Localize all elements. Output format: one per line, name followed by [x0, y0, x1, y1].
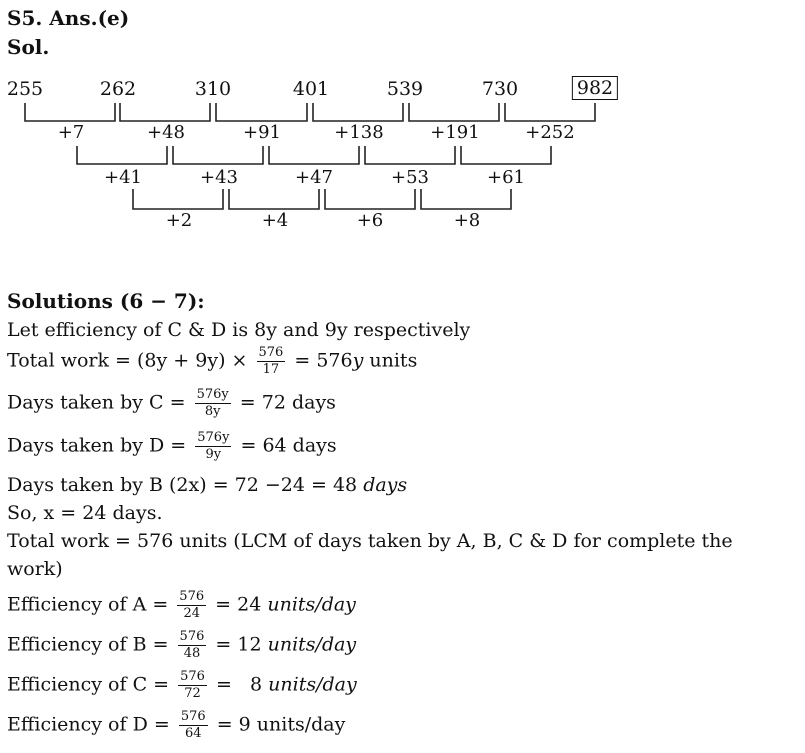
fraction	[257, 346, 286, 377]
total-work-lcm-line: Total work = 576 units (LCM of days taken by A, B, C & D for complete the	[7, 530, 733, 552]
difference-value: +252	[525, 122, 575, 143]
numerator: 576	[179, 589, 205, 604]
numerator: 576	[180, 669, 205, 684]
text: Efficiency of C =	[7, 673, 170, 696]
text: = 64 days	[240, 434, 337, 457]
difference-value: +191	[430, 122, 480, 143]
numerator: 576y	[197, 430, 230, 445]
efficiency-a-line	[7, 590, 356, 621]
text: Efficiency of D =	[7, 713, 170, 736]
answer-heading: S5. Ans.(e)	[7, 6, 130, 30]
series-term: 539	[386, 78, 424, 100]
numerator: 576	[180, 709, 206, 724]
solutions-title: Solutions (6 − 7):	[7, 289, 205, 313]
text: = 8	[216, 673, 269, 696]
fraction	[178, 670, 207, 701]
difference-value: +48	[147, 122, 185, 143]
text: Days taken by C =	[7, 391, 186, 414]
difference-value: +43	[200, 167, 238, 188]
efficiency-d-line	[7, 710, 345, 741]
text: units	[363, 349, 418, 372]
text: Days taken by D =	[7, 434, 187, 457]
days-d-line	[7, 431, 337, 462]
series-term: 262	[99, 78, 137, 100]
numerator: 576	[179, 629, 205, 644]
text: = 576	[294, 349, 353, 372]
efficiency-assumption: Let efficiency of C & D is 8y and 9y respectively	[7, 319, 471, 341]
fraction	[179, 710, 208, 741]
text: = 24	[215, 593, 268, 616]
denominator: 72	[184, 686, 201, 701]
efficiency-b-line	[7, 630, 356, 661]
days-c-line	[7, 388, 336, 419]
variable: y	[352, 349, 364, 372]
difference-value: +8	[453, 210, 481, 231]
difference-value: +6	[356, 210, 384, 231]
total-work-line	[7, 346, 417, 377]
total-work-lcm-line-cont: work)	[7, 558, 63, 580]
fraction	[195, 431, 231, 462]
difference-value: +4	[261, 210, 289, 231]
unit: days	[363, 474, 408, 496]
unit: units/day	[267, 593, 356, 616]
denominator: 8y	[204, 404, 221, 419]
difference-value: +41	[104, 167, 142, 188]
series-answer-boxed: 982	[572, 76, 618, 100]
text: = 72 days	[239, 391, 336, 414]
text: Efficiency of B =	[7, 633, 169, 656]
series-term: 730	[481, 78, 519, 100]
numerator: 576	[258, 345, 284, 360]
text: Efficiency of A =	[7, 593, 169, 616]
denominator: 9y	[205, 447, 222, 462]
text: Total work = (8y + 9y) ×	[7, 349, 248, 372]
unit: units/day	[267, 633, 357, 656]
difference-value: +47	[295, 167, 333, 188]
x-value-line: So, x = 24 days.	[7, 502, 163, 524]
difference-brackets	[0, 0, 805, 240]
series-term: 310	[194, 78, 232, 100]
text: = 12	[215, 633, 268, 656]
text: = 9 units/day	[216, 713, 346, 736]
fraction	[195, 388, 231, 419]
denominator: 17	[262, 362, 280, 377]
fraction	[177, 590, 206, 621]
efficiency-c-line	[7, 670, 357, 701]
difference-value: +7	[57, 122, 85, 143]
numerator: 576y	[196, 387, 229, 402]
difference-value: +91	[243, 122, 281, 143]
days-b-line	[7, 473, 407, 497]
difference-value: +138	[334, 122, 384, 143]
denominator: 48	[183, 646, 201, 661]
fraction	[178, 630, 207, 661]
denominator: 24	[183, 606, 200, 621]
difference-value: +2	[165, 210, 193, 231]
denominator: 64	[184, 726, 202, 741]
series-term: 255	[6, 78, 44, 100]
unit: units/day	[268, 673, 357, 696]
series-term: 401	[292, 78, 330, 100]
difference-value: +61	[487, 167, 525, 188]
text: Days taken by B (2x) = 72 −24 = 48	[7, 474, 364, 496]
solution-label: Sol.	[7, 35, 50, 59]
difference-value: +53	[391, 167, 429, 188]
